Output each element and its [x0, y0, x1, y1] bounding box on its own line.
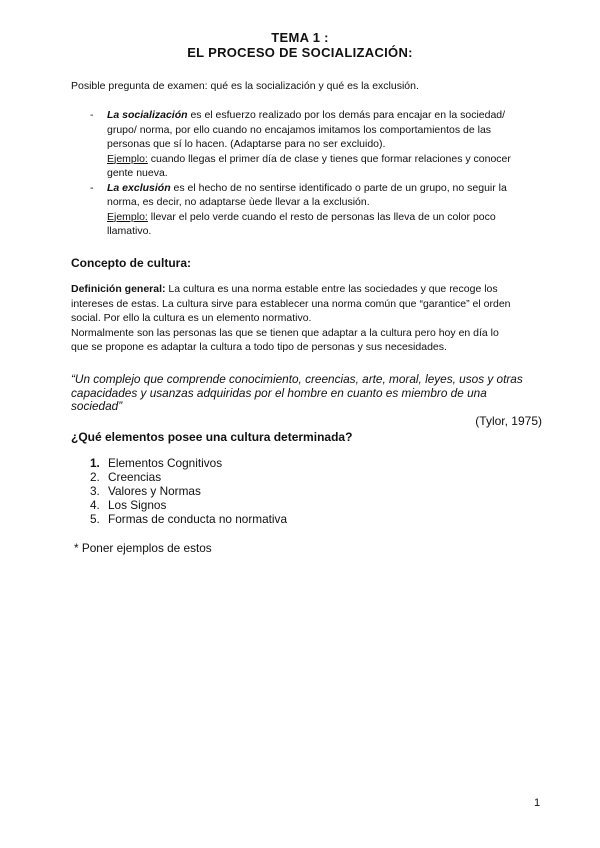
definition-text: La cultura es una norma estable entre las sociedades y que recoge los	[165, 283, 498, 295]
bullet-line	[107, 181, 540, 196]
page-title-line2: EL PROCESO DE SOCIALIZACIÓN:	[187, 45, 413, 60]
bullet-line	[107, 108, 540, 123]
examples-note: * Poner ejemplos de estos	[74, 541, 212, 555]
bullet-dash: -	[90, 181, 94, 194]
bullet-line: norma, es decir, no adaptarse ùede llevar a la exclusión.	[107, 196, 370, 208]
quote-line: sociedad”	[71, 399, 123, 413]
page-number: 1	[534, 797, 541, 809]
list-number: 5.	[90, 512, 100, 526]
definition-line: social. Por ello la cultura es un elemento normativo.	[71, 312, 312, 325]
bullet-dash: -	[90, 109, 94, 121]
example-text: cuando llegas el primer día de clase y tienes que formar relaciones y conocer	[147, 152, 511, 165]
definition-line	[71, 282, 541, 297]
definition-line: Normalmente son las personas las que se tienen que adaptar a la cultura pero hoy en día lo	[71, 326, 499, 339]
tylor-quote	[71, 373, 543, 414]
example-label: Ejemplo:	[107, 152, 148, 165]
definition-label: Definición general:	[71, 283, 166, 295]
list-item	[90, 498, 287, 512]
elements-list	[90, 456, 287, 526]
list-item	[90, 512, 287, 526]
bullet-line: personas que sí lo hacen. (Adaptarse para no ser excluido).	[107, 138, 386, 150]
example-line: llamativo.	[107, 225, 152, 237]
list-text: Los Signos	[108, 498, 167, 512]
list-text: Creencias	[108, 470, 162, 484]
bullet-text: es el esfuerzo realizado por los demás para encajar en la sociedad/	[187, 109, 506, 121]
quote-citation: (Tylor, 1975)	[475, 414, 542, 428]
list-number: 2.	[90, 470, 100, 484]
section-heading-elementos: ¿Qué elementos posee una cultura determinada?	[71, 430, 353, 444]
list-text: Valores y Normas	[108, 484, 201, 498]
bullet-exclusion	[90, 181, 540, 239]
list-item	[90, 470, 287, 484]
term-socializacion: La socialización	[107, 109, 188, 121]
list-item	[90, 456, 287, 470]
example-label: Ejemplo:	[107, 210, 148, 223]
list-number: 1.	[90, 456, 100, 470]
bullet-text: es el hecho de no sentirse identificado o parte de un grupo, no seguir la	[170, 181, 507, 194]
page-title-line1: TEMA 1 :	[271, 30, 329, 45]
list-text: Elementos Cognitivos	[108, 456, 223, 470]
definition-line: intereses de estas. La cultura sirve para establecer una norma común que “garantice” el orden	[71, 297, 511, 310]
example-line: gente nueva.	[107, 167, 168, 179]
bullet-line: grupo/ norma, por ello cuando no encajamos imitamos los comportamientos de las	[107, 123, 492, 136]
list-item	[90, 484, 287, 498]
term-exclusion: La exclusión	[107, 181, 171, 194]
example-line	[107, 210, 540, 225]
example-text: llevar el pelo verde cuando el resto de personas las lleva de un color poco	[147, 210, 496, 223]
example-line	[107, 152, 540, 167]
list-number: 3.	[90, 484, 100, 498]
section-heading-concepto: Concepto de cultura:	[71, 256, 192, 270]
definition-line: que se propone es adaptar la cultura a todo tipo de personas y sus necesidades.	[71, 341, 447, 354]
definitions-list	[90, 108, 540, 239]
bullet-socializacion	[90, 108, 540, 181]
quote-line: “Un complejo que comprende conocimiento, creencias, arte, moral, leyes, usos y otras	[71, 372, 523, 386]
list-text: Formas de conducta no normativa	[108, 512, 288, 526]
quote-line: capacidades y usanzas adquiridas por el hombre en cuanto es miembro de una	[71, 385, 487, 400]
definition-paragraph	[71, 282, 541, 355]
list-number: 4.	[90, 498, 100, 512]
intro-text: Posible pregunta de examen: qué es la socialización y qué es la exclusión.	[71, 80, 419, 92]
